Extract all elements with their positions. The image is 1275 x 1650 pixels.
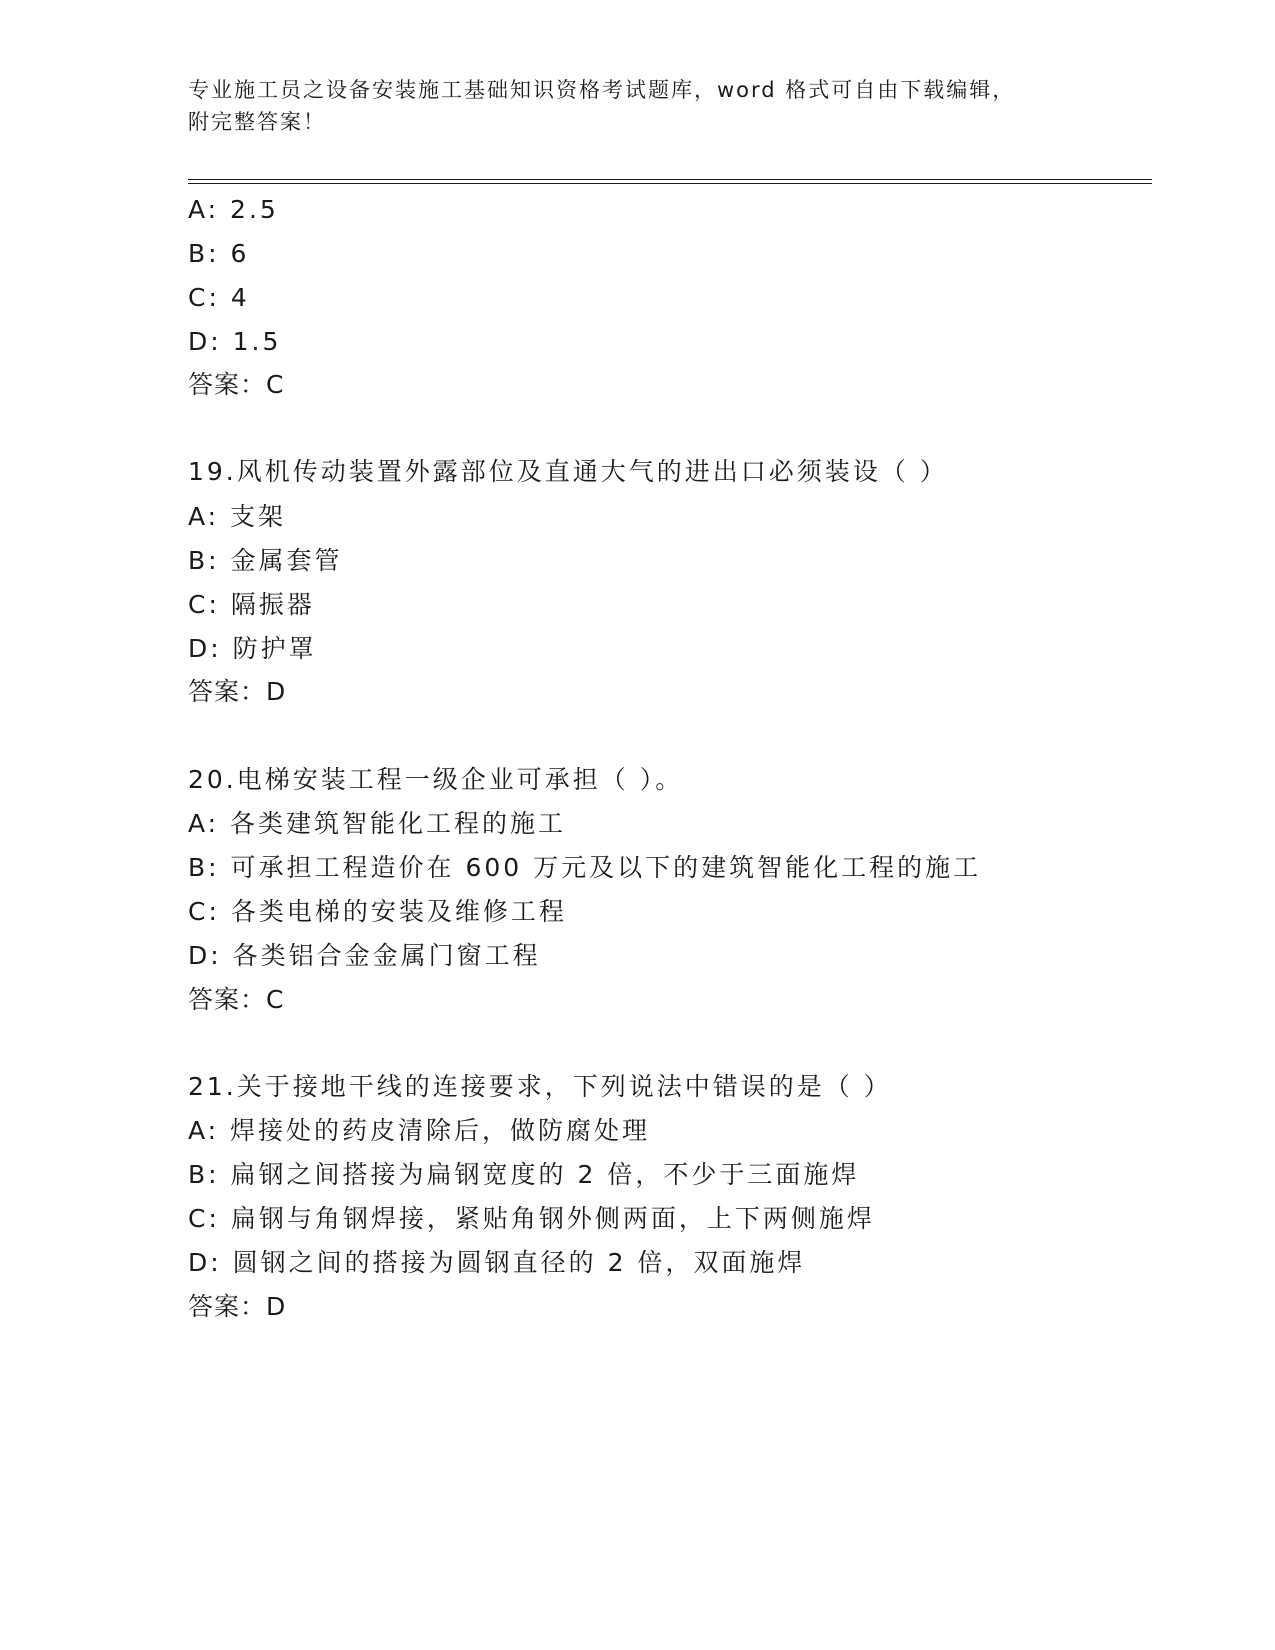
q18-answer: 答案：C	[188, 370, 285, 399]
q20-option-c: C: 各类电梯的安装及维修工程	[188, 897, 567, 926]
header-rule-top	[188, 179, 1152, 180]
q18-option-d: D: 1.5	[188, 327, 282, 356]
q19-option-a: A: 支架	[188, 502, 287, 531]
q20-option-a: A: 各类建筑智能化工程的施工	[188, 809, 567, 838]
q21-option-a: A: 焊接处的药皮清除后，做防腐处理	[188, 1116, 651, 1145]
header-rule-bottom	[188, 183, 1152, 184]
document-header	[188, 74, 1088, 138]
q21-option-c: C: 扁钢与角钢焊接，紧贴角钢外侧两面，上下两侧施焊	[188, 1204, 875, 1233]
q21-question: 21.关于接地干线的连接要求，下列说法中错误的是（ ）	[188, 1072, 892, 1101]
q18-option-a: A: 2.5	[188, 195, 279, 224]
q19-option-c: C: 隔振器	[188, 590, 315, 619]
q21-answer: 答案：D	[188, 1292, 287, 1321]
header-line-1: 专业施工员之设备安装施工基础知识资格考试题库，word 格式可自由下载编辑，	[188, 78, 1016, 102]
q18-option-c: C: 4	[188, 283, 250, 312]
q19-question: 19.风机传动装置外露部位及直通大气的进出口必须装设（ ）	[188, 457, 948, 486]
q18-option-b: B: 6	[188, 239, 250, 268]
q20-question: 20.电梯安装工程一级企业可承担（ ）。	[188, 765, 684, 794]
q20-answer: 答案：C	[188, 985, 285, 1014]
header-line-2: 附完整答案！	[188, 110, 326, 134]
q19-option-d: D: 防护罩	[188, 634, 317, 663]
q21-option-b: B: 扁钢之间搭接为扁钢宽度的 2 倍，不少于三面施焊	[188, 1160, 860, 1189]
q19-answer: 答案：D	[188, 677, 287, 706]
q20-option-b: B: 可承担工程造价在 600 万元及以下的建筑智能化工程的施工	[188, 853, 982, 882]
q19-option-b: B: 金属套管	[188, 546, 343, 575]
q21-option-d: D: 圆钢之间的搭接为圆钢直径的 2 倍，双面施焊	[188, 1248, 806, 1277]
q20-option-d: D: 各类铝合金金属门窗工程	[188, 941, 541, 970]
